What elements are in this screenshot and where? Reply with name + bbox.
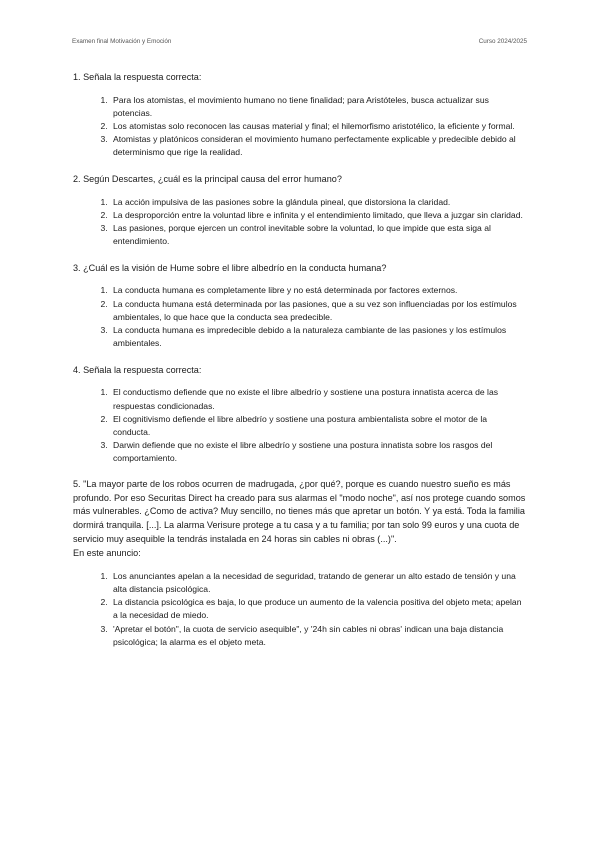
question-title bbox=[73, 478, 526, 560]
question-1 bbox=[73, 70, 526, 160]
answer-option: 3. La conducta humana es impredecible debido a la naturaleza cambiante de las pasiones y los estímulos ambientales. bbox=[110, 324, 526, 350]
answer-option: 1. La conducta humana es completamente libre y no está determinada por factores externos. bbox=[110, 284, 526, 297]
question-3 bbox=[73, 261, 526, 351]
question-quote: 5. "La mayor parte de los robos ocurren de madrugada, ¿por qué?, porque es cuando nuestro sueño es más profundo. Por eso Securitas Direct ha creado para sus alarmas el "modo noche", así nos protege cuando somos más vulnerables. ¿Como de activa? Muy sencillo, no tienes más que apretar un botón. Y ya está. Toda la familia dormirá tranquila. [...]. La alarma Verisure protege a tu casa y a tu familia; por tan solo 99 euros y una cuota de servicio muy asequible la tendrás instalada en 24 horas sin cables ni obras (...)". bbox=[73, 479, 526, 544]
answer-option: 3. Atomistas y platónicos consideran el movimiento humano perfectamente explicable y predecible debido al determinismo que rige la realidad. bbox=[110, 133, 526, 159]
exam-content bbox=[73, 70, 526, 662]
question-title: 4. Señala la respuesta correcta: bbox=[73, 364, 202, 375]
answer-list bbox=[73, 196, 526, 249]
answer-list bbox=[73, 570, 526, 649]
answer-option: 2. La distancia psicológica es baja, lo que produce un aumento de la valencia positiva del objeto meta; apelan a la necesidad de miedo. bbox=[110, 596, 526, 622]
answer-list bbox=[73, 386, 526, 465]
answer-option: 1. Para los atomistas, el movimiento humano no tiene finalidad; para Aristóteles, busca actualizar sus potencias. bbox=[110, 94, 526, 120]
answer-list bbox=[73, 94, 526, 160]
answer-list bbox=[73, 284, 526, 350]
question-subtitle: En este anuncio: bbox=[73, 547, 141, 558]
question-title: 3. ¿Cuál es la visión de Hume sobre el libre albedrío en la conducta humana? bbox=[73, 262, 387, 273]
page-header bbox=[72, 38, 527, 45]
header-course-title: Examen final Motivación y Emoción bbox=[72, 38, 172, 45]
question-title: 2. Según Descartes, ¿cuál es la principal causa del error humano? bbox=[73, 174, 342, 185]
question-4 bbox=[73, 363, 526, 466]
answer-option: 1. El conductismo defiende que no existe el libre albedrío y sostiene una postura innatista acerca de las respuestas condicionadas. bbox=[110, 386, 526, 412]
question-2 bbox=[73, 172, 526, 248]
question-5 bbox=[73, 478, 526, 649]
answer-option: 3. Darwin defiende que no existe el libre albedrío y sostiene una postura innatista sobre los rasgos del comportamiento. bbox=[110, 439, 526, 465]
answer-option: 3. 'Apretar el botón", la cuota de servicio asequible", y '24h sin cables ni obras' indican una baja distancia psicológica; la alarma es el objeto meta. bbox=[110, 623, 526, 649]
answer-option: 3. Las pasiones, porque ejercen un control inevitable sobre la voluntad, lo que impide que esta siga al entendimiento. bbox=[110, 222, 526, 248]
answer-option: 1. La acción impulsiva de las pasiones sobre la glándula pineal, que distorsiona la claridad. bbox=[110, 196, 526, 209]
answer-option: 2. La desproporción entre la voluntad libre e infinita y el entendimiento limitado, que lleva a juzgar sin claridad. bbox=[110, 209, 526, 222]
question-title: 1. Señala la respuesta correcta: bbox=[73, 72, 202, 82]
answer-option: 1. Los anunciantes apelan a la necesidad de seguridad, tratando de generar un alto estado de tensión y una alta distancia psicológica. bbox=[110, 570, 526, 596]
answer-option: 2. Los atomistas solo reconocen las causas material y final; el hilemorfismo aristotélico, la eficiente y formal. bbox=[110, 120, 526, 133]
answer-option: 2. La conducta humana está determinada por las pasiones, que a su vez son influenciadas por los estímulos ambientales, lo que hace que la conducta sea predecible. bbox=[110, 298, 526, 324]
answer-option: 2. El cognitivismo defiende el libre albedrío y sostiene una postura ambientalista sobre el motor de la conducta. bbox=[110, 413, 526, 439]
header-course-year: Curso 2024/2025 bbox=[478, 38, 527, 45]
